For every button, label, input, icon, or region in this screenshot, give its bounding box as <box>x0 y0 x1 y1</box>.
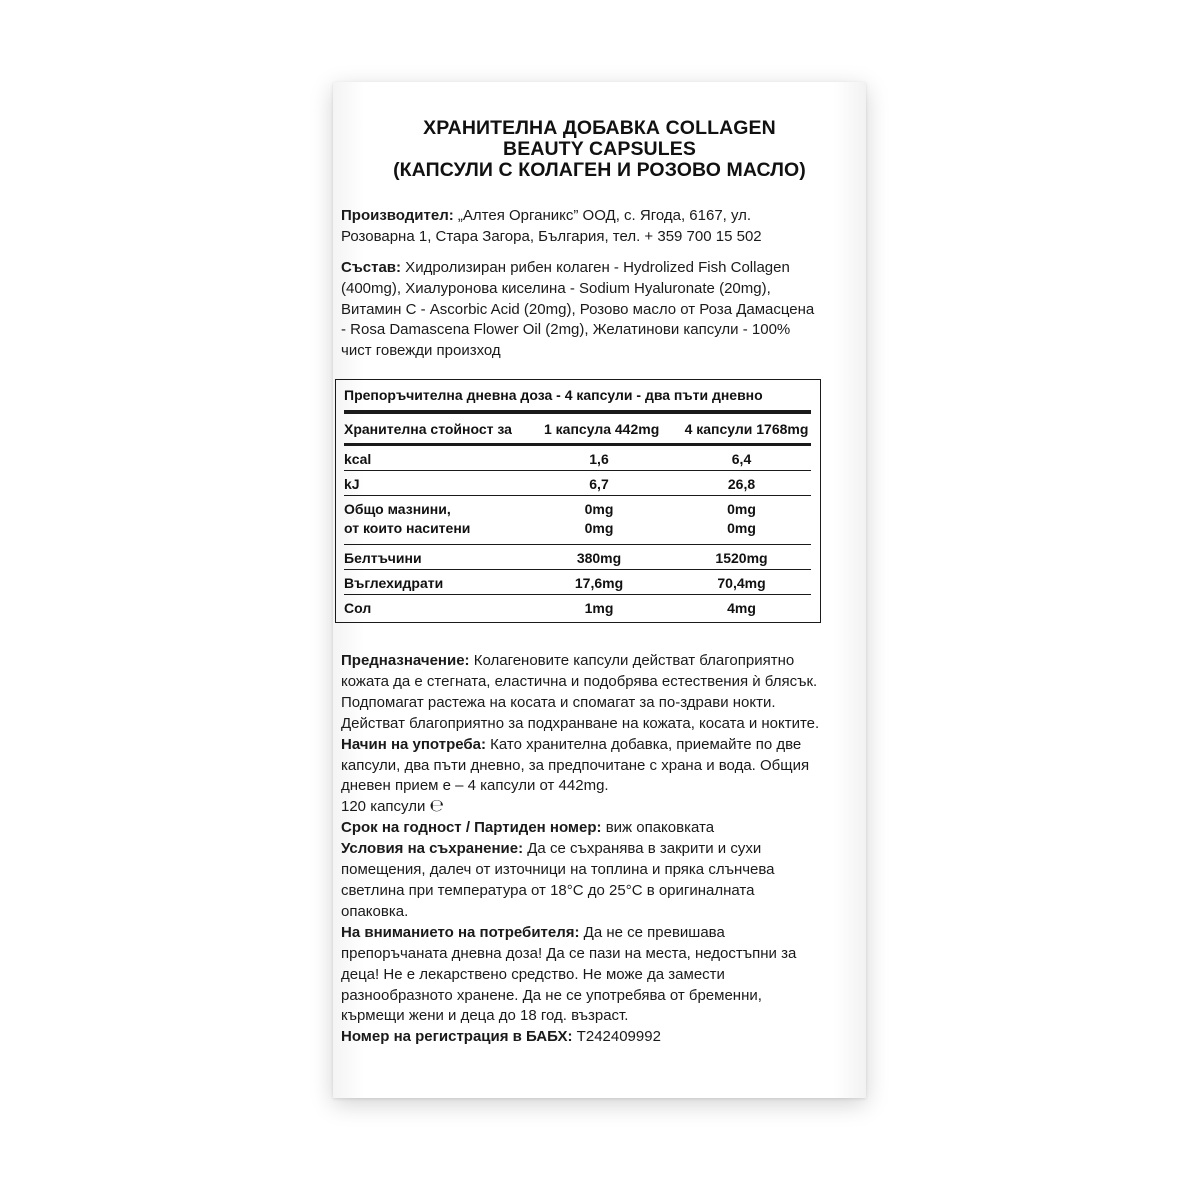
product-info-block <box>341 651 821 1048</box>
purpose-text: Колагеновите капсули действат благоприятно кожата да е стегната, еластична и подобрява естествения ѝ блясък. Подпомагат растежа на косата и спомагат за по-здрави нокти. Действат благоприятно за подхранване на кожата, косата и ноктите. <box>341 652 820 732</box>
usage-text: Като хранителна добавка, приемайте по две капсули, два пъти дневно, за предпочитане с храна и вода. Общия дневен прием е – 4 капсули от 442mg. <box>341 735 810 795</box>
row-value-1: 1,6 <box>589 451 609 467</box>
usage-label: Начин на употреба: <box>341 735 486 753</box>
attention-text: Да не се превишава препоръчаната дневна доза! Да се пази на места, недостъпни за деца! Не е лекарствено средство. Не може да замести разнообразното хранене. Да не се употребява от бременни, кърмещи жени и деца до 18 год. възраст. <box>341 923 797 1025</box>
purpose-paragraph <box>341 651 821 735</box>
fat-saturated-value-1: 0mg <box>584 520 614 536</box>
storage-label: Условия на съхранение: <box>341 840 524 858</box>
nutrition-header-row <box>344 414 811 446</box>
registration-paragraph <box>341 1027 821 1048</box>
quantity-text: 120 капсули <box>341 798 426 816</box>
producer-text: „Алтея Органикс” ООД, с. Ягода, 6167, ул. Розоварна 1, Стара Загора, България, тел. + 359 700 15 502 <box>341 207 762 245</box>
attention-paragraph <box>341 923 821 1028</box>
row-label-protein: Белтъчини <box>344 550 422 566</box>
table-row <box>344 496 811 545</box>
row-label-fat <box>344 500 470 538</box>
daily-dose: Препоръчителна дневна доза - 4 капсули - два пъти дневно <box>344 380 811 414</box>
row-label-fat-total: Общо мазнини, <box>344 501 451 517</box>
row-value-4: 6,4 <box>731 451 752 467</box>
product-title-line-1: ХРАНИТЕЛНА ДОБАВКА COLLAGEN <box>423 117 776 139</box>
nutrition-header-col1: 1 капсула 442mg <box>544 421 660 437</box>
registration-text: Т242409992 <box>572 1028 661 1046</box>
table-row <box>344 446 811 471</box>
row-value-4: 26,8 <box>727 476 756 492</box>
row-value-1: 17,6mg <box>574 575 624 591</box>
expiry-paragraph <box>341 818 821 839</box>
fat-total-value-4: 0mg <box>727 501 756 517</box>
attention-label: На вниманието на потребителя: <box>341 923 580 941</box>
composition-paragraph <box>341 258 816 362</box>
fat-saturated-value-4: 0mg <box>727 520 756 536</box>
product-title-line-3: (КАПСУЛИ С КОЛАГЕН И РОЗОВО МАСЛО) <box>393 159 806 181</box>
product-box-back <box>333 82 866 1098</box>
row-value-4: 1520mg <box>715 550 768 566</box>
row-label-kcal: kcal <box>344 451 372 467</box>
storage-paragraph <box>341 839 821 923</box>
producer-paragraph <box>341 206 816 248</box>
producer-label: Производител: <box>341 207 454 224</box>
table-row <box>344 545 811 570</box>
table-row <box>344 570 811 595</box>
composition-text: Хидролизиран рибен колаген - Hydrolized Fish Collagen (400mg), Хиалуронова киселина - Sodium Hyaluronate (20mg), Витамин С - Ascorbic Acid (20mg), Розово масло от Роза Дамасцена - Rosa Damascena Flower Oil (2mg), Желатинови капсули - 100% чист говежди произход <box>341 259 815 360</box>
expiry-text: виж опаковката <box>601 819 715 837</box>
product-title-line-2: BEAUTY CAPSULES <box>503 138 696 160</box>
table-row <box>344 595 811 620</box>
row-label-carbs: Въглехидрати <box>344 575 444 591</box>
row-value-4: 4mg <box>727 600 756 616</box>
expiry-label: Срок на годност / Партиден номер: <box>341 819 602 837</box>
row-value-1 <box>554 500 644 538</box>
row-label-fat-saturated: от които наситени <box>344 520 471 536</box>
row-value-1: 380mg <box>576 550 622 566</box>
registration-label: Номер на регистрация в БАБХ: <box>341 1028 573 1046</box>
purpose-label: Предназначение: <box>341 652 470 669</box>
row-value-1: 6,7 <box>589 476 609 492</box>
estimated-sign-icon: ℮ <box>429 796 445 817</box>
usage-paragraph <box>341 735 821 798</box>
composition-label: Състав: <box>341 259 402 276</box>
quantity-line <box>341 797 821 818</box>
row-label-salt: Сол <box>344 600 372 616</box>
storage-text: Да се съхранява в закрити и сухи помещения, далеч от източници на топлина и пряка слънчева светлина при температура от 18°С до 25°С в оригиналната опаковка. <box>341 840 775 920</box>
fat-total-value-1: 0mg <box>584 501 614 517</box>
row-value-4: 70,4mg <box>717 575 766 591</box>
product-title <box>333 118 866 181</box>
row-value-1: 1mg <box>584 600 614 616</box>
nutrition-table <box>335 379 821 623</box>
table-row <box>344 471 811 496</box>
row-label-kj: kJ <box>344 476 360 492</box>
nutrition-header-label: Хранителна стойност за <box>344 421 512 437</box>
nutrition-header-col2: 4 капсули 1768mg <box>684 421 809 437</box>
row-value-4 <box>674 500 809 538</box>
